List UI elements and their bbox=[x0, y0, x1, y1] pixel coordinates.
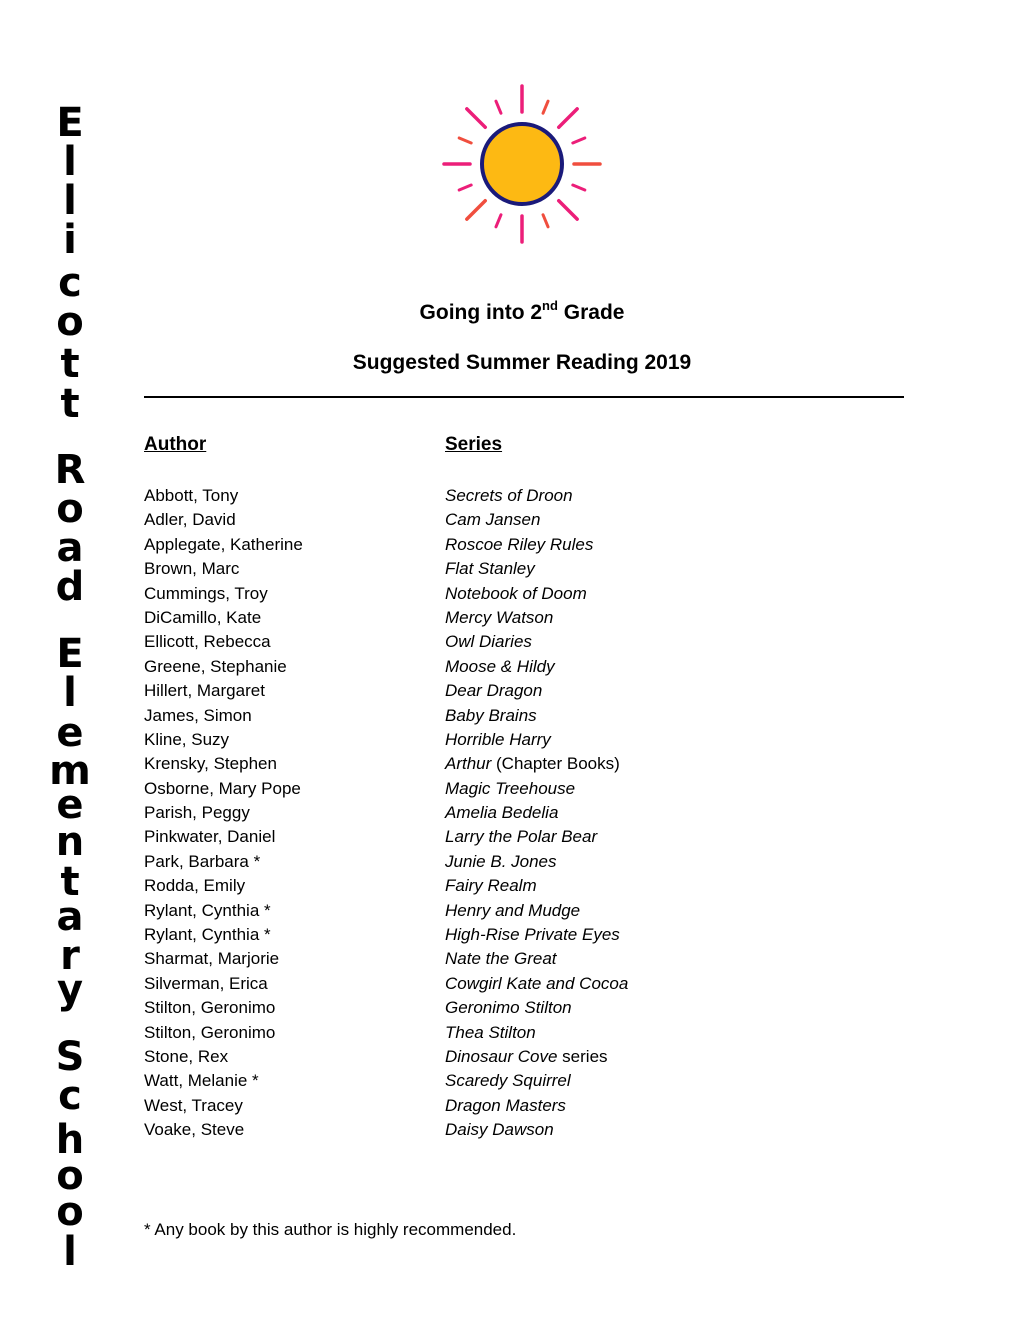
author-name: Adler, David bbox=[144, 510, 236, 530]
book-row bbox=[144, 484, 764, 508]
author-name: Sharmat, Marjorie bbox=[144, 949, 280, 969]
side-letter: a bbox=[56, 525, 84, 571]
book-list bbox=[144, 484, 764, 1143]
series-cell bbox=[445, 923, 620, 947]
series-cell bbox=[445, 557, 535, 581]
side-letter: o bbox=[56, 299, 84, 345]
author-name: Rylant, Cynthia * bbox=[144, 925, 271, 945]
sun-ray bbox=[573, 138, 585, 143]
sun-ray bbox=[559, 109, 577, 127]
author-column-header: Author bbox=[144, 434, 207, 455]
book-row bbox=[144, 1021, 764, 1045]
series-cell bbox=[445, 899, 580, 923]
side-letter: o bbox=[56, 1153, 84, 1199]
author-name: Voake, Steve bbox=[144, 1120, 245, 1140]
book-row bbox=[144, 1094, 764, 1118]
book-row bbox=[144, 825, 764, 849]
sun-ray bbox=[467, 201, 485, 219]
series-cell bbox=[445, 704, 537, 728]
side-letter: e bbox=[56, 782, 84, 828]
series-title: Nate the Great bbox=[445, 949, 557, 969]
series-title: Cam Jansen bbox=[445, 510, 541, 530]
series-cell bbox=[445, 874, 537, 898]
author-name: Park, Barbara * bbox=[144, 851, 261, 871]
series-title: High-Rise Private Eyes bbox=[445, 925, 620, 945]
author-name: Parish, Peggy bbox=[144, 803, 250, 823]
series-cell bbox=[445, 1045, 608, 1069]
author-name: Kline, Suzy bbox=[144, 729, 230, 749]
page-subtitle: Suggested Summer Reading 2019 bbox=[352, 351, 692, 374]
book-row bbox=[144, 655, 764, 679]
series-cell bbox=[445, 533, 593, 557]
series-cell bbox=[445, 1118, 554, 1142]
header-divider bbox=[144, 396, 904, 398]
series-cell bbox=[445, 655, 555, 679]
book-row bbox=[144, 728, 764, 752]
series-cell bbox=[445, 825, 597, 849]
sun-ray bbox=[543, 215, 548, 227]
side-letter: e bbox=[56, 710, 84, 756]
book-row bbox=[144, 947, 764, 971]
school-name-vertical bbox=[0, 0, 140, 1320]
author-name: Rodda, Emily bbox=[144, 876, 246, 896]
series-title: Roscoe Riley Rules bbox=[445, 534, 594, 554]
series-title: Owl Diaries bbox=[445, 632, 532, 652]
sun-ray bbox=[496, 215, 501, 227]
book-row bbox=[144, 606, 764, 630]
book-row bbox=[144, 557, 764, 581]
sun-ray bbox=[543, 101, 548, 113]
side-letter: d bbox=[55, 564, 85, 610]
book-row bbox=[144, 923, 764, 947]
sun-ray bbox=[459, 185, 471, 190]
side-letter: c bbox=[58, 1073, 82, 1119]
book-row bbox=[144, 1118, 764, 1142]
side-letter: o bbox=[56, 1189, 84, 1235]
series-title: Henry and Mudge bbox=[445, 900, 581, 920]
series-cell bbox=[445, 972, 628, 996]
series-cell bbox=[445, 606, 553, 630]
side-letter: l bbox=[63, 670, 77, 716]
series-cell bbox=[445, 996, 572, 1020]
page-title: Going into 2nd Grade bbox=[419, 298, 625, 324]
series-cell bbox=[445, 850, 557, 874]
series-cell bbox=[445, 752, 620, 776]
author-name: Ellicott, Rebecca bbox=[144, 632, 271, 652]
book-row bbox=[144, 508, 764, 532]
series-title: Amelia Bedelia bbox=[445, 803, 559, 823]
side-letter: n bbox=[55, 819, 85, 865]
series-cell bbox=[445, 728, 551, 752]
series-title: Fairy Realm bbox=[445, 876, 537, 896]
book-row bbox=[144, 777, 764, 801]
book-row bbox=[144, 704, 764, 728]
author-name: West, Tracey bbox=[144, 1095, 243, 1115]
book-row bbox=[144, 899, 764, 923]
side-letter: o bbox=[56, 486, 84, 532]
series-title: Scaredy Squirrel bbox=[445, 1071, 571, 1091]
book-row bbox=[144, 1069, 764, 1093]
book-row bbox=[144, 752, 764, 776]
author-name: Silverman, Erica bbox=[144, 973, 268, 993]
book-row bbox=[144, 801, 764, 825]
sun-disc bbox=[482, 124, 562, 204]
side-letter: a bbox=[56, 894, 84, 940]
author-name: Osborne, Mary Pope bbox=[144, 778, 301, 798]
side-letter: t bbox=[60, 341, 80, 387]
author-name: Krensky, Stephen bbox=[144, 754, 277, 774]
series-title: Arthur bbox=[445, 754, 492, 774]
side-letter: y bbox=[56, 967, 84, 1013]
sun-ray bbox=[573, 185, 585, 190]
series-title: Dinosaur Cove bbox=[445, 1046, 558, 1066]
series-cell bbox=[445, 630, 532, 654]
book-row bbox=[144, 582, 764, 606]
side-letter: h bbox=[55, 1117, 85, 1163]
sun-icon bbox=[442, 84, 602, 244]
author-name: DiCamillo, Kate bbox=[144, 607, 262, 627]
author-name: Stilton, Geronimo bbox=[144, 998, 276, 1018]
side-letter: E bbox=[56, 100, 84, 146]
series-cell bbox=[445, 679, 542, 703]
side-letter: R bbox=[54, 447, 86, 493]
series-title: Geronimo Stilton bbox=[445, 998, 572, 1018]
series-cell bbox=[445, 1021, 536, 1045]
side-letter: c bbox=[58, 260, 82, 306]
side-letter: t bbox=[60, 859, 80, 905]
series-title: Dear Dragon bbox=[445, 681, 543, 701]
series-title: Secrets of Droon bbox=[445, 486, 573, 505]
footnote: * Any book by this author is highly recommended. bbox=[144, 1220, 517, 1239]
author-name: Rylant, Cynthia * bbox=[144, 900, 271, 920]
series-title: Baby Brains bbox=[445, 705, 537, 725]
book-row bbox=[144, 996, 764, 1020]
series-cell bbox=[445, 508, 540, 532]
series-title: Flat Stanley bbox=[445, 559, 535, 579]
book-row bbox=[144, 972, 764, 996]
sun-ray bbox=[559, 201, 577, 219]
side-letter: l bbox=[63, 139, 77, 185]
author-name: Watt, Melanie * bbox=[144, 1071, 259, 1091]
author-name: Abbott, Tony bbox=[144, 486, 239, 505]
series-title: Mercy Watson bbox=[445, 607, 554, 627]
author-name: James, Simon bbox=[144, 705, 252, 725]
sun-ray bbox=[459, 138, 471, 143]
book-row bbox=[144, 533, 764, 557]
series-cell bbox=[445, 947, 557, 971]
series-title: Thea Stilton bbox=[445, 1022, 536, 1042]
author-name: Brown, Marc bbox=[144, 559, 240, 579]
author-name: Hillert, Margaret bbox=[144, 681, 265, 701]
series-title: Cowgirl Kate and Cocoa bbox=[445, 973, 629, 993]
series-title: Larry the Polar Bear bbox=[445, 827, 598, 847]
series-title: Daisy Dawson bbox=[445, 1120, 554, 1140]
series-title: Dragon Masters bbox=[445, 1095, 566, 1115]
series-cell bbox=[445, 1094, 566, 1118]
sun-ray bbox=[496, 101, 501, 113]
series-title: Horrible Harry bbox=[445, 729, 551, 749]
series-title: Magic Treehouse bbox=[445, 778, 576, 798]
author-name: Stone, Rex bbox=[144, 1046, 229, 1066]
author-name: Cummings, Troy bbox=[144, 583, 268, 603]
series-title: Junie B. Jones bbox=[445, 851, 557, 871]
author-name: Greene, Stephanie bbox=[144, 656, 287, 676]
series-cell bbox=[445, 1069, 571, 1093]
author-name: Applegate, Katherine bbox=[144, 534, 303, 554]
series-title: Moose & Hildy bbox=[445, 656, 555, 676]
series-suffix: (Chapter Books) bbox=[491, 754, 620, 774]
series-cell bbox=[445, 484, 573, 508]
series-title: Notebook of Doom bbox=[445, 583, 587, 603]
side-letter: t bbox=[60, 381, 80, 427]
author-name: Pinkwater, Daniel bbox=[144, 827, 276, 847]
series-cell bbox=[445, 582, 587, 606]
book-row bbox=[144, 1045, 764, 1069]
series-suffix: series bbox=[557, 1046, 608, 1066]
author-name: Stilton, Geronimo bbox=[144, 1022, 276, 1042]
side-letter: l bbox=[63, 178, 77, 224]
side-letter: l bbox=[63, 1229, 77, 1275]
side-letter: r bbox=[60, 933, 80, 979]
series-column-header: Series bbox=[445, 434, 503, 455]
book-row bbox=[144, 679, 764, 703]
book-row bbox=[144, 874, 764, 898]
side-letter: i bbox=[63, 217, 77, 263]
series-cell bbox=[445, 801, 558, 825]
side-letter: m bbox=[49, 748, 91, 794]
book-row bbox=[144, 850, 764, 874]
side-letter: E bbox=[56, 631, 84, 677]
sun-ray bbox=[467, 109, 485, 127]
side-letter: S bbox=[55, 1034, 85, 1080]
series-cell bbox=[445, 777, 575, 801]
book-row bbox=[144, 630, 764, 654]
